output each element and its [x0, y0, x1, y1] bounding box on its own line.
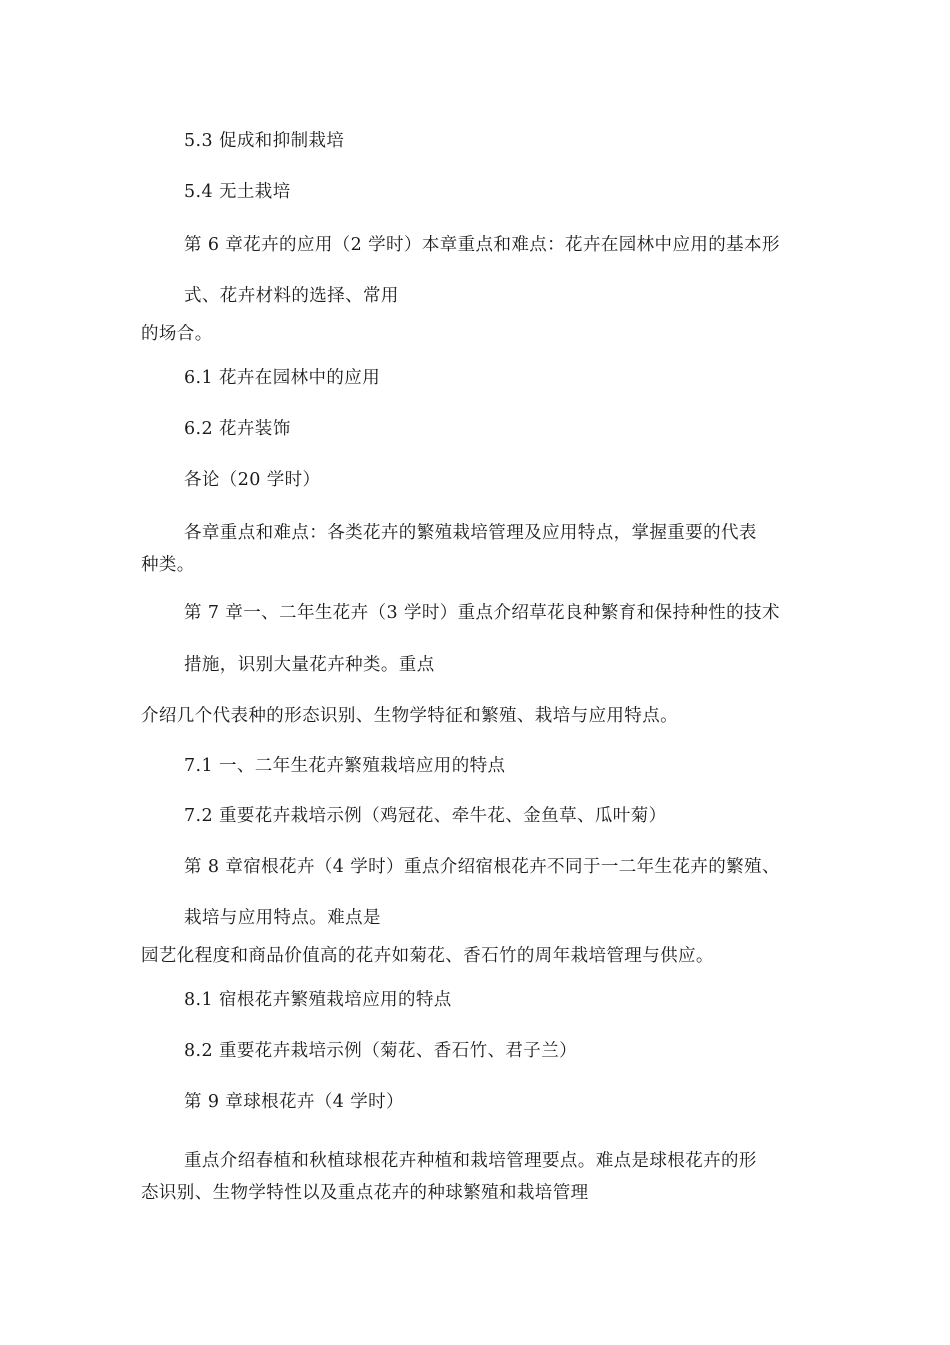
chapter-8-continuation: 栽培与应用特点。难点是 — [184, 908, 381, 928]
section-6-1: 6.1 花卉在园林中的应用 — [184, 368, 381, 388]
part-heading: 各论（20 学时） — [184, 470, 321, 490]
chapter-7-wrap: 介绍几个代表种的形态识别、生物学特征和繁殖、栽培与应用特点。 — [141, 706, 678, 726]
chapter-6-continuation: 式、花卉材料的选择、常用 — [184, 286, 399, 306]
key-points-wrap: 种类。 — [141, 555, 195, 575]
chapter-7-continuation: 措施，识别大量花卉种类。重点 — [184, 655, 435, 675]
section-8-2: 8.2 重要花卉栽培示例（菊花、香石竹、君子兰） — [184, 1041, 577, 1061]
section-5-3: 5.3 促成和抑制栽培 — [184, 131, 345, 151]
key-points-paragraph: 各章重点和难点：各类花卉的繁殖栽培管理及应用特点，掌握重要的代表 — [184, 523, 757, 543]
section-7-1: 7.1 一、二年生花卉繁殖栽培应用的特点 — [184, 756, 506, 776]
chapter-8-heading: 第 8 章宿根花卉（4 学时）重点介绍宿根花卉不同于一二年生花卉的繁殖、 — [184, 857, 780, 877]
section-7-2: 7.2 重要花卉栽培示例（鸡冠花、牵牛花、金鱼草、瓜叶菊） — [184, 806, 667, 826]
chapter-6-heading: 第 6 章花卉的应用（2 学时）本章重点和难点：花卉在园林中应用的基本形 — [184, 235, 780, 255]
section-6-2: 6.2 花卉装饰 — [184, 419, 291, 439]
section-5-4: 5.4 无土栽培 — [184, 182, 291, 202]
section-8-1: 8.1 宿根花卉繁殖栽培应用的特点 — [184, 990, 452, 1010]
chapter-8-wrap: 园艺化程度和商品价值高的花卉如菊花、香石竹的周年栽培管理与供应。 — [141, 946, 714, 966]
chapter-9-paragraph: 重点介绍春植和秋植球根花卉种植和栽培管理要点。难点是球根花卉的形 — [184, 1151, 757, 1171]
chapter-6-wrap: 的场合。 — [141, 324, 213, 344]
chapter-9-wrap: 态识别、生物学特性以及重点花卉的种球繁殖和栽培管理 — [141, 1183, 589, 1203]
chapter-7-heading: 第 7 章一、二年生花卉（3 学时）重点介绍草花良种繁育和保持种性的技术 — [184, 603, 780, 623]
chapter-9-heading: 第 9 章球根花卉（4 学时） — [184, 1092, 404, 1112]
